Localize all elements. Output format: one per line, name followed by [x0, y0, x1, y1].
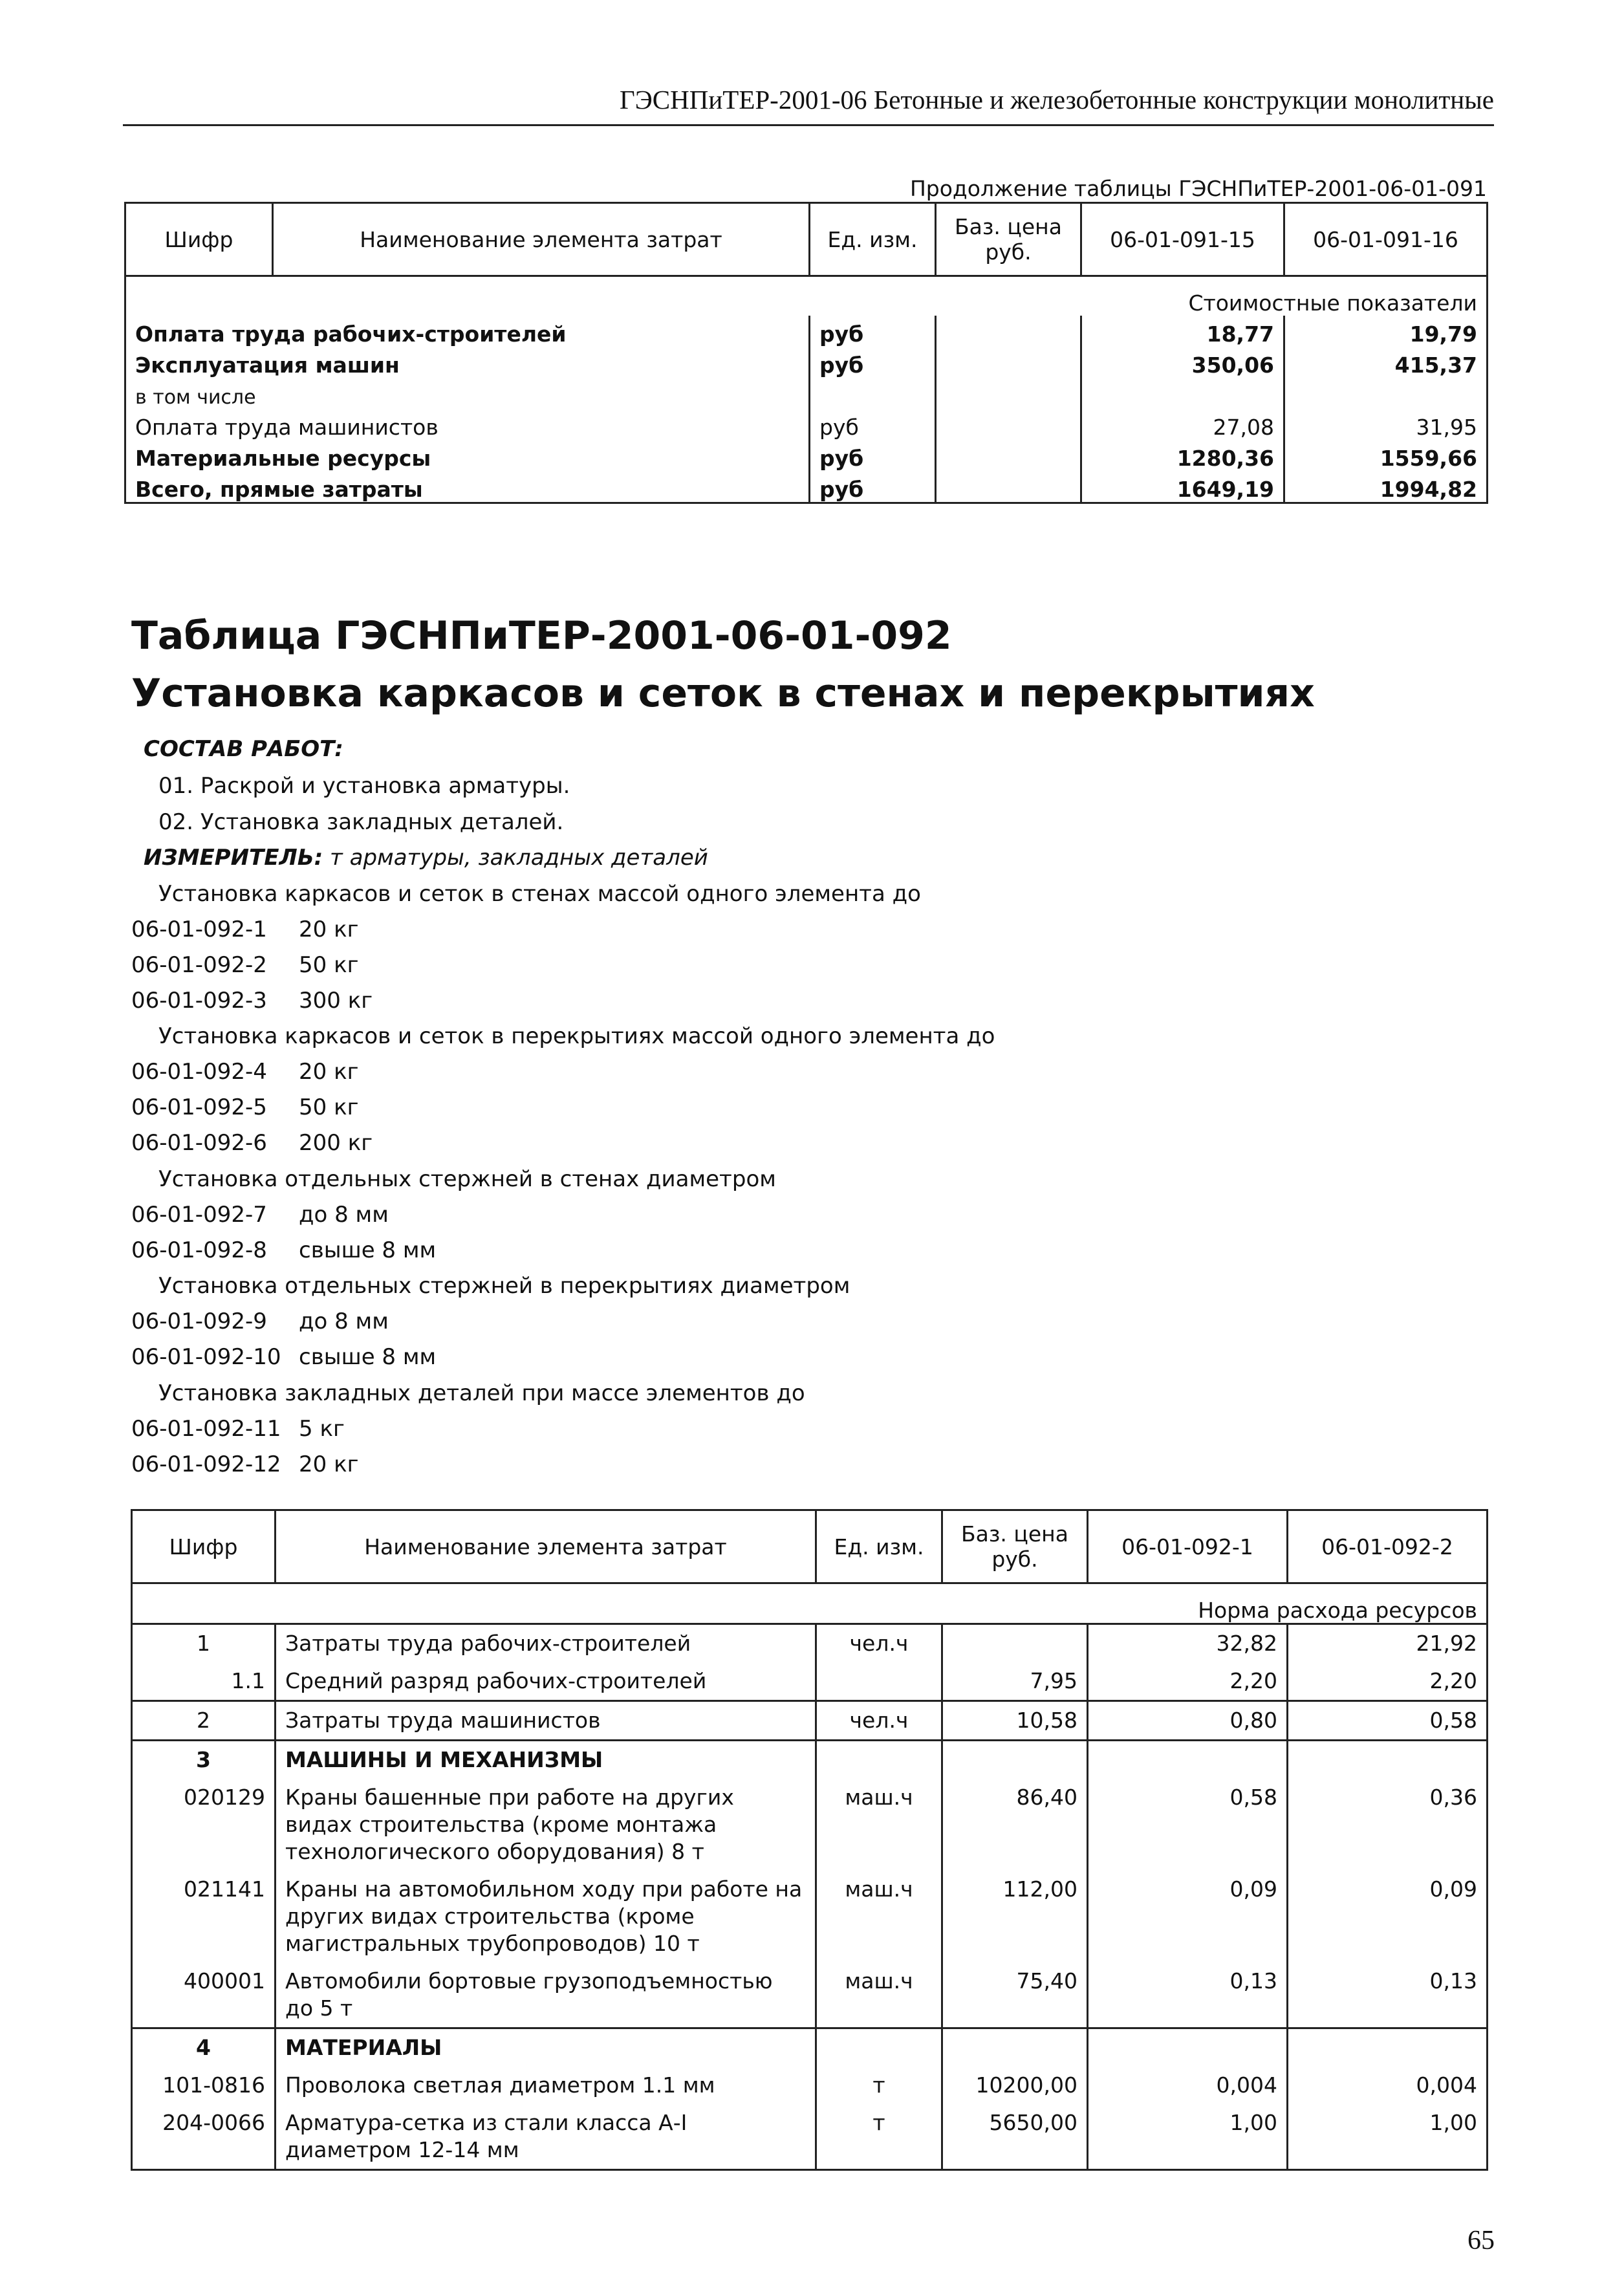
row-code: 101-0816 — [132, 2067, 276, 2104]
group-title: Установка каркасов и сеток в перекрытиях массой одного элемента до — [158, 1023, 995, 1049]
row-name: Краны башенные при работе на других видах строительства (кроме монтажа технологического оборудования) 8 т — [276, 1779, 816, 1871]
row-price: 10,58 — [942, 1701, 1088, 1741]
item-value: 20 кг — [299, 1059, 359, 1085]
row-price: 86,40 — [942, 1779, 1088, 1871]
column-header: Баз. цена руб. — [936, 203, 1081, 276]
cost-value-2: 1994,82 — [1284, 471, 1488, 503]
row-value-2: 0,58 — [1288, 1701, 1488, 1741]
row-code: 2 — [132, 1701, 276, 1741]
column-header: Ед. изм. — [810, 203, 936, 276]
column-header: Шифр — [132, 1510, 276, 1583]
cost-value-2: 31,95 — [1284, 409, 1488, 440]
work-item: 01. Раскрой и установка арматуры. — [158, 773, 570, 799]
cost-unit: руб — [810, 316, 936, 347]
column-header: 06-01-091-15 — [1081, 203, 1284, 276]
row-value-1: 2,20 — [1088, 1662, 1288, 1701]
cost-name: Оплата труда машинистов — [135, 415, 438, 440]
cost-price — [936, 316, 1081, 347]
table-header-row — [125, 203, 1488, 276]
header-text: ГЭСНПиТЕР-2001-06 Бетонные и железобетонные конструкции монолитные — [620, 85, 1494, 114]
works-heading: СОСТАВ РАБОТ: — [144, 736, 343, 762]
section-label: Стоимостные показатели — [125, 276, 1488, 316]
row-value-2 — [1288, 1741, 1488, 1779]
table-row — [125, 409, 1488, 440]
resource-table-092 — [131, 1509, 1488, 2171]
row-code: 021141 — [132, 1871, 276, 1962]
row-unit: т — [816, 2104, 942, 2170]
column-header: 06-01-091-16 — [1284, 203, 1488, 276]
row-unit — [816, 2028, 942, 2067]
item-value: до 8 мм — [299, 1202, 389, 1228]
row-name: Краны на автомобильном ходу при работе на других видах строительства (кроме магистральных трубопроводов) 10 т — [276, 1871, 816, 1962]
cost-value-1 — [1081, 378, 1284, 409]
page-header — [123, 76, 1494, 126]
item-value: 300 кг — [299, 988, 373, 1014]
continuation-caption: Продолжение таблицы ГЭСНПиТЕР-2001-06-01-091 — [909, 176, 1487, 201]
column-header: Баз. цена руб. — [942, 1510, 1088, 1583]
meter-label: ИЗМЕРИТЕЛЬ: — [144, 845, 323, 871]
row-value-2: 0,36 — [1288, 1779, 1488, 1871]
table-row — [132, 2104, 1488, 2170]
row-code: 204-0066 — [132, 2104, 276, 2170]
table-row — [125, 440, 1488, 471]
row-code: 020129 — [132, 1779, 276, 1871]
cost-value-2: 415,37 — [1284, 347, 1488, 378]
table-row — [125, 378, 1488, 409]
row-unit: чел.ч — [816, 1624, 942, 1663]
row-value-2: 21,92 — [1288, 1624, 1488, 1663]
row-value-1: 0,09 — [1088, 1871, 1288, 1962]
item-value: свыше 8 мм — [299, 1344, 437, 1370]
column-header: Наименование элемента затрат — [273, 203, 810, 276]
row-value-2 — [1288, 2028, 1488, 2067]
row-name: Арматура-сетка из стали класса А-I диаметром 12-14 мм — [276, 2104, 816, 2170]
table-row — [125, 316, 1488, 347]
row-value-1: 0,80 — [1088, 1701, 1288, 1741]
cost-unit: руб — [810, 471, 936, 503]
row-unit: маш.ч — [816, 1871, 942, 1962]
item-value: 50 кг — [299, 1094, 359, 1120]
item-code: 06-01-092-6 — [131, 1130, 267, 1156]
row-name: Проволока светлая диаметром 1.1 мм — [276, 2067, 816, 2104]
item-code: 06-01-092-5 — [131, 1094, 267, 1120]
row-value-2: 1,00 — [1288, 2104, 1488, 2170]
cost-unit — [810, 378, 936, 409]
cost-name: в том числе — [135, 386, 256, 409]
group-title: Установка отдельных стержней в перекрытиях диаметром — [158, 1273, 850, 1299]
item-code: 06-01-092-7 — [131, 1202, 267, 1228]
section-label: Норма расхода ресурсов — [132, 1583, 1488, 1624]
table-row — [132, 2028, 1488, 2067]
cost-name: Материальные ресурсы — [135, 446, 431, 471]
item-value: 20 кг — [299, 917, 359, 942]
table-row — [132, 1962, 1488, 2028]
row-unit: т — [816, 2067, 942, 2104]
cost-name: Эксплуатация машин — [135, 353, 400, 378]
row-code: 1 — [132, 1624, 276, 1663]
column-header: 06-01-092-2 — [1288, 1510, 1488, 1583]
section-label-row — [132, 1583, 1488, 1624]
row-code: 3 — [132, 1741, 276, 1779]
cost-price — [936, 440, 1081, 471]
item-code: 06-01-092-9 — [131, 1309, 267, 1334]
cost-name: Всего, прямые затраты — [135, 477, 423, 502]
table-row — [132, 1741, 1488, 1779]
group-title: Установка отдельных стержней в стенах диаметром — [158, 1166, 776, 1192]
cost-table-091 — [124, 202, 1488, 504]
item-code: 06-01-092-8 — [131, 1237, 267, 1263]
cost-price — [936, 347, 1081, 378]
cost-unit: руб — [810, 347, 936, 378]
cost-value-1: 1649,19 — [1081, 471, 1284, 503]
group-title: Установка закладных деталей при массе элементов до — [158, 1380, 805, 1406]
cost-value-1: 18,77 — [1081, 316, 1284, 347]
item-value: 200 кг — [299, 1130, 373, 1156]
row-unit: маш.ч — [816, 1962, 942, 2028]
row-value-1 — [1088, 2028, 1288, 2067]
row-value-1: 32,82 — [1088, 1624, 1288, 1663]
section-label-row — [125, 276, 1488, 316]
row-value-2: 0,09 — [1288, 1871, 1488, 1962]
row-name: Затраты труда машинистов — [276, 1701, 816, 1741]
meter-text: т арматуры, закладных деталей — [330, 845, 708, 871]
item-value: до 8 мм — [299, 1309, 389, 1334]
item-value: 50 кг — [299, 952, 359, 978]
table-row — [132, 1779, 1488, 1871]
row-price: 10200,00 — [942, 2067, 1088, 2104]
table-row — [132, 1624, 1488, 1663]
table-row — [132, 1662, 1488, 1701]
cost-name: Оплата труда рабочих-строителей — [135, 321, 567, 347]
cost-price — [936, 471, 1081, 503]
table-row — [125, 347, 1488, 378]
row-value-1: 0,58 — [1088, 1779, 1288, 1871]
row-value-2: 0,13 — [1288, 1962, 1488, 2028]
group-title: Установка каркасов и сеток в стенах массой одного элемента до — [158, 881, 921, 907]
row-value-1: 1,00 — [1088, 2104, 1288, 2170]
row-unit: маш.ч — [816, 1779, 942, 1871]
item-code: 06-01-092-4 — [131, 1059, 267, 1085]
item-code: 06-01-092-12 — [131, 1451, 281, 1477]
column-header: Наименование элемента затрат — [276, 1510, 816, 1583]
work-item: 02. Установка закладных деталей. — [158, 809, 564, 835]
page-number: 65 — [1467, 2226, 1495, 2255]
cost-value-1: 27,08 — [1081, 409, 1284, 440]
cost-price — [936, 378, 1081, 409]
table-subtitle: Установка каркасов и сеток в стенах и перекрытиях — [131, 671, 1315, 716]
table-header-row — [132, 1510, 1488, 1583]
cost-value-2 — [1284, 378, 1488, 409]
item-code: 06-01-092-10 — [131, 1344, 281, 1370]
item-code: 06-01-092-1 — [131, 917, 267, 942]
row-price — [942, 1741, 1088, 1779]
table-title: Таблица ГЭСНПиТЕР-2001-06-01-092 — [131, 613, 952, 658]
row-value-1: 0,13 — [1088, 1962, 1288, 2028]
row-code: 400001 — [132, 1962, 276, 2028]
row-unit — [816, 1662, 942, 1701]
row-unit: чел.ч — [816, 1701, 942, 1741]
cost-unit: руб — [810, 440, 936, 471]
cost-price — [936, 409, 1081, 440]
row-price — [942, 1624, 1088, 1663]
row-price: 7,95 — [942, 1662, 1088, 1701]
row-price — [942, 2028, 1088, 2067]
row-name: МАШИНЫ И МЕХАНИЗМЫ — [276, 1741, 816, 1779]
row-value-1 — [1088, 1741, 1288, 1779]
row-name: Затраты труда рабочих-строителей — [276, 1624, 816, 1663]
item-code: 06-01-092-2 — [131, 952, 267, 978]
row-price: 75,40 — [942, 1962, 1088, 2028]
row-name: Автомобили бортовые грузоподъемностью до 5 т — [276, 1962, 816, 2028]
cost-value-2: 1559,66 — [1284, 440, 1488, 471]
item-value: 20 кг — [299, 1451, 359, 1477]
row-code: 4 — [132, 2028, 276, 2067]
column-header: Ед. изм. — [816, 1510, 942, 1583]
row-code: 1.1 — [132, 1662, 276, 1701]
table-row — [125, 471, 1488, 503]
table-row — [132, 1701, 1488, 1741]
item-code: 06-01-092-3 — [131, 988, 267, 1014]
cost-value-1: 350,06 — [1081, 347, 1284, 378]
item-value: свыше 8 мм — [299, 1237, 437, 1263]
table-row — [132, 1871, 1488, 1962]
row-price: 112,00 — [942, 1871, 1088, 1962]
meter-line — [144, 845, 708, 871]
row-price: 5650,00 — [942, 2104, 1088, 2170]
table-row — [132, 2067, 1488, 2104]
cost-value-1: 1280,36 — [1081, 440, 1284, 471]
row-value-2: 0,004 — [1288, 2067, 1488, 2104]
cost-unit: руб — [810, 409, 936, 440]
row-value-1: 0,004 — [1088, 2067, 1288, 2104]
column-header: Шифр — [125, 203, 273, 276]
item-code: 06-01-092-11 — [131, 1416, 281, 1442]
row-name: Средний разряд рабочих-строителей — [276, 1662, 816, 1701]
column-header: 06-01-092-1 — [1088, 1510, 1288, 1583]
row-name: МАТЕРИАЛЫ — [276, 2028, 816, 2067]
cost-value-2: 19,79 — [1284, 316, 1488, 347]
row-value-2: 2,20 — [1288, 1662, 1488, 1701]
item-value: 5 кг — [299, 1416, 345, 1442]
row-unit — [816, 1741, 942, 1779]
